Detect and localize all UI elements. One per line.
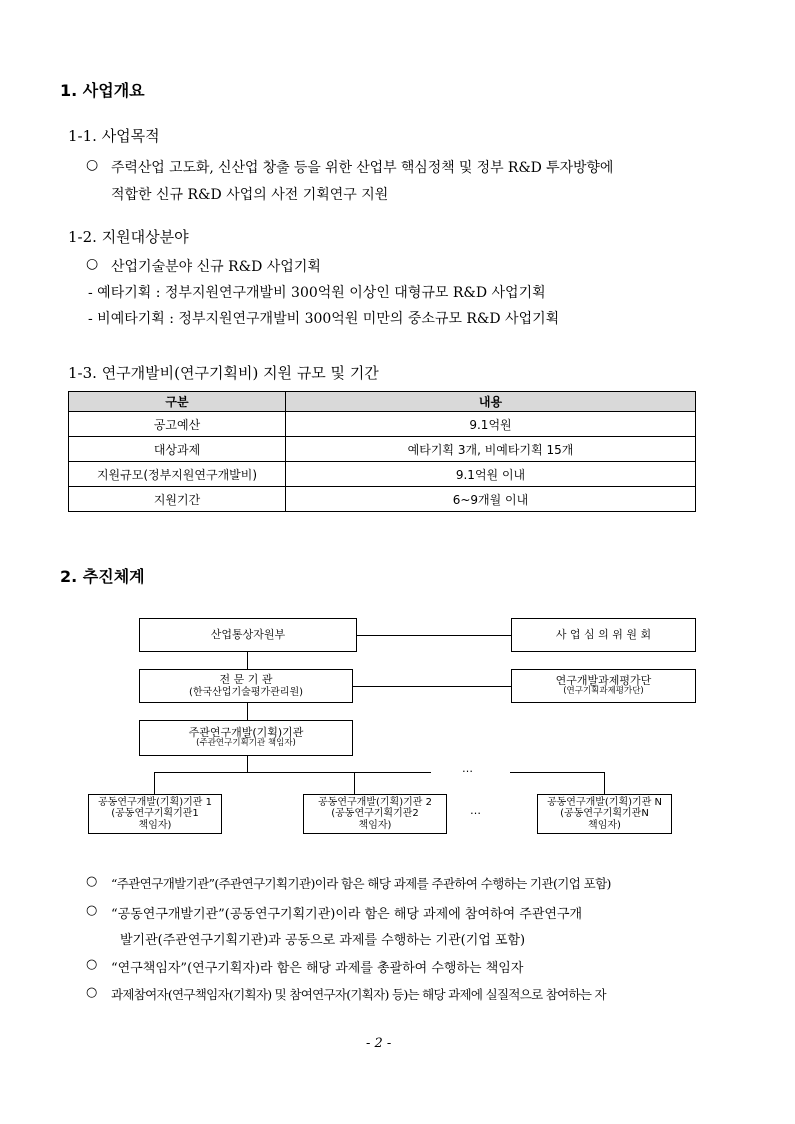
connector-ministry-agency — [247, 651, 248, 669]
bullet-circle: ○ — [86, 903, 98, 918]
note-joint-institution-1: “공동연구개발기관”(공동연구기획기관)이라 함은 해당 과제에 참여하여 주관연구개 — [111, 907, 583, 922]
page-number: - 2 - — [366, 1036, 392, 1051]
table-row — [69, 412, 696, 437]
bullet-circle: ○ — [86, 157, 99, 173]
table-header-row — [69, 392, 696, 412]
note-lead-institution: “주관연구개발기관”(주관연구기획기관)이라 함은 해당 과제를 주관하여 수행하는 기관(기업 포함) — [111, 876, 611, 891]
lead-label: 주관연구개발(기획)기관 — [188, 725, 304, 739]
table-cell: 지원규모(정부지원연구개발비) — [69, 462, 286, 487]
note-joint-institution-2: 발기관(주관연구기획기관)과 공동으로 과제를 수행하는 기관(기업 포함) — [120, 933, 526, 948]
ellipsis-joint: … — [470, 804, 481, 817]
section-1-title: 1. 사업개요 — [60, 81, 145, 100]
table-row — [69, 437, 696, 462]
table-cell: 대상과제 — [69, 437, 286, 462]
connector-ministry-committee — [357, 635, 512, 636]
joint-box-1 — [88, 794, 222, 834]
target-field-item: 산업기술분야 신규 R&D 사업기획 — [111, 259, 321, 275]
note-participant: 과제참여자(연구책임자(기획자) 및 참여연구자(기획자) 등)는 해당 과제에 실질적으로 참여하는 자 — [111, 987, 606, 1002]
lead-sub-label: (주관연구기획기관 책임자) — [196, 738, 296, 749]
joint-box-n — [537, 794, 672, 834]
joint-sub-label: (공동연구기획기관N — [560, 808, 649, 820]
table-cell: 지원기간 — [69, 487, 286, 512]
agency-label: 전 문 기 관 — [219, 672, 273, 686]
eval-label: 연구개발과제평가단 — [555, 673, 652, 687]
purpose-line-1: 주력산업 고도화, 신산업 창출 등을 위한 산업부 핵심정책 및 정부 R&D 투자방향에 — [111, 160, 614, 176]
agency-sub-label: (한국산업기술평가관리원) — [188, 686, 304, 698]
table-row — [69, 487, 696, 512]
connector-joint-n — [604, 772, 605, 794]
table-header-cell: 구분 — [69, 392, 286, 412]
heading-1-3: 1-3. 연구개발비(연구기획비) 지원 규모 및 기간 — [68, 364, 379, 382]
bullet-circle: ○ — [86, 874, 98, 889]
budget-table — [68, 391, 696, 512]
joint-sub-label: (공동연구기획기관2 — [331, 808, 419, 820]
table-header-cell: 내용 — [286, 392, 696, 412]
connector-agency-eval — [353, 686, 512, 687]
connector-joint-1 — [154, 772, 155, 794]
ellipsis-bus: … — [462, 762, 473, 775]
joint-label: 공동연구개발(기획)기관 1 — [98, 796, 212, 808]
eval-sub-label: (연구기획과제평가단) — [563, 686, 644, 697]
target-dash-2: - 비예타기획 : 정부지원연구개발비 300억원 미만의 중소규모 R&D 사업기획 — [88, 311, 560, 327]
joint-sub-label: 책임자) — [138, 819, 172, 831]
bullet-circle: ○ — [86, 957, 98, 972]
connector-joint-2 — [354, 772, 355, 794]
table-cell: 6~9개월 이내 — [286, 487, 696, 512]
ministry-box — [139, 618, 357, 652]
heading-1-1: 1-1. 사업목적 — [68, 127, 160, 145]
committee-box — [511, 618, 696, 652]
ministry-label: 산업통상자원부 — [210, 627, 286, 641]
joint-label: 공동연구개발(기획)기관 2 — [318, 796, 432, 808]
bullet-circle: ○ — [86, 256, 99, 272]
target-dash-1: - 예타기획 : 정부지원연구개발비 300억원 이상인 대형규모 R&D 사업기획 — [88, 285, 546, 301]
table-cell: 공고예산 — [69, 412, 286, 437]
agency-box — [139, 669, 353, 703]
connector-agency-lead — [247, 703, 248, 720]
committee-label: 사 업 심 의 위 원 회 — [555, 627, 652, 641]
connector-bus-right — [510, 772, 605, 773]
connector-bus-left — [154, 772, 431, 773]
lead-box — [139, 720, 353, 756]
bullet-circle: ○ — [86, 985, 98, 1000]
joint-sub-label: (공동연구기획기관1 — [111, 808, 199, 820]
connector-lead-bus — [247, 756, 248, 772]
table-cell: 9.1억원 — [286, 412, 696, 437]
note-researcher: “연구책임자”(연구기획자)라 함은 해당 과제를 총괄하여 수행하는 책임자 — [111, 961, 524, 976]
joint-box-2 — [303, 794, 447, 834]
heading-1-2: 1-2. 지원대상분야 — [68, 228, 189, 246]
section-2-title: 2. 추진체계 — [60, 567, 145, 586]
table-cell: 9.1억원 이내 — [286, 462, 696, 487]
joint-sub-label: 책임자) — [588, 819, 621, 831]
purpose-line-2: 적합한 신규 R&D 사업의 사전 기획연구 지원 — [111, 187, 389, 203]
eval-box — [511, 669, 696, 703]
table-cell: 예타기획 3개, 비예타기획 15개 — [286, 437, 696, 462]
table-row — [69, 462, 696, 487]
joint-label: 공동연구개발(기획)기관 N — [546, 796, 663, 808]
joint-sub-label: 책임자) — [358, 819, 392, 831]
